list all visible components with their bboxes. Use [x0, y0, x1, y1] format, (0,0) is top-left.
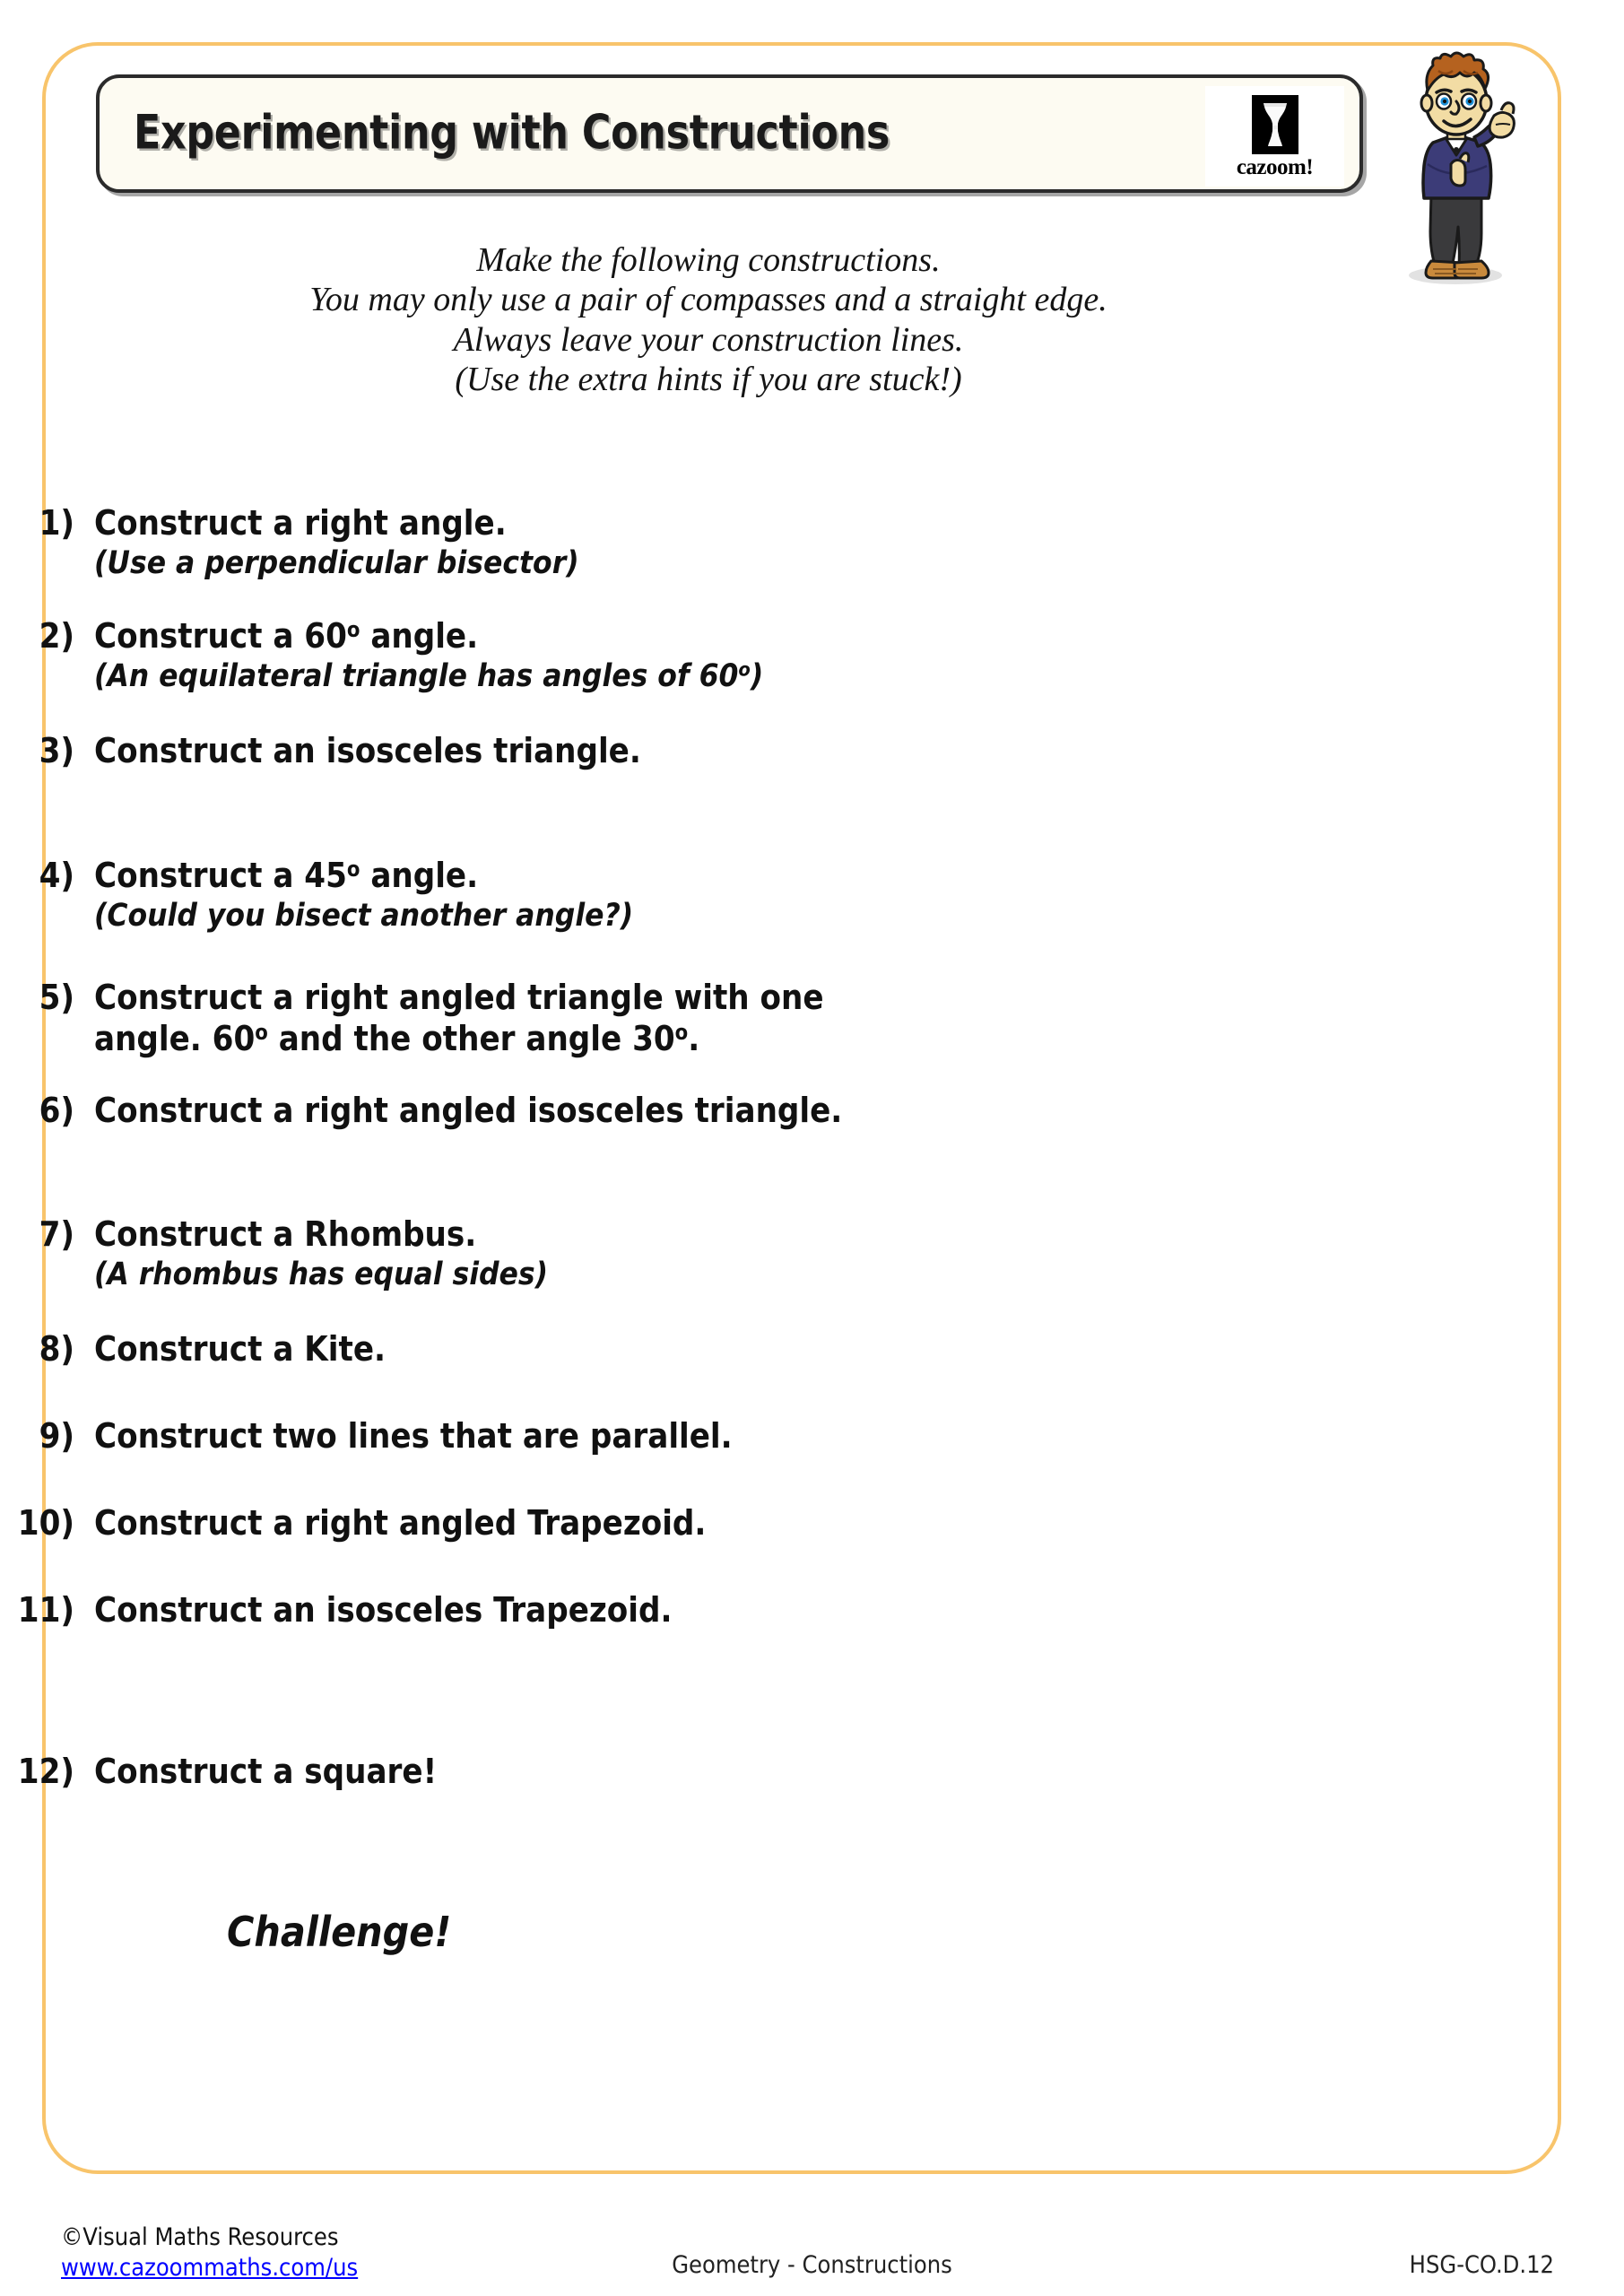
djembe-drum-icon	[1252, 95, 1298, 154]
degree-symbol: o	[674, 1019, 689, 1045]
line2-mid: and the other angle 30	[267, 1019, 675, 1058]
question-hint: (Could you bisect another angle?)	[94, 898, 634, 934]
question-text-line2	[94, 1018, 824, 1059]
cazoom-wordmark: cazoom!	[1236, 154, 1314, 179]
copyright-text: ©Visual Maths Resources	[61, 2223, 339, 2251]
question-text: Construct a Rhombus.	[94, 1214, 477, 1254]
question-number: 4)	[39, 856, 74, 895]
question-text: Construct two lines that are parallel.	[94, 1416, 733, 1456]
hint-pre: (An equilateral triangle has angles of 60	[94, 658, 739, 694]
question-number: 8)	[39, 1329, 74, 1369]
question-body	[94, 1328, 386, 1370]
question-text	[94, 855, 633, 896]
question-body	[94, 1090, 842, 1131]
question-text: Construct a Kite.	[94, 1329, 386, 1369]
question-item-10	[0, 1502, 706, 1544]
question-item-3	[0, 730, 641, 771]
question-text-pre: Construct a 45	[94, 856, 347, 895]
question-text	[94, 615, 763, 657]
question-number: 10)	[17, 1503, 74, 1543]
line2-pre: angle. 60	[94, 1019, 256, 1058]
question-number: 11)	[17, 1590, 74, 1630]
question-body	[94, 1589, 672, 1631]
question-text: Construct a right angled triangle with one	[94, 978, 824, 1017]
question-number: 1)	[39, 503, 74, 543]
degree-symbol: o	[255, 1019, 268, 1045]
question-text: Construct an isosceles Trapezoid.	[94, 1590, 673, 1630]
question-text-pre: Construct a 60	[94, 616, 347, 656]
question-body	[94, 615, 763, 696]
degree-symbol: o	[738, 658, 751, 682]
question-text: Construct an isosceles triangle.	[94, 731, 641, 770]
question-body	[94, 1213, 548, 1294]
footer-standard-code: HSG-CO.D.12	[1409, 2251, 1554, 2279]
question-body	[94, 1502, 706, 1544]
instruction-line-1: Make the following constructions.	[476, 241, 941, 279]
question-text: Construct a right angled isosceles triangle.	[94, 1091, 843, 1130]
question-body	[94, 1751, 437, 1792]
question-number: 12)	[17, 1752, 74, 1791]
question-text-post: angle.	[360, 616, 479, 656]
question-hint: (A rhombus has equal sides)	[94, 1257, 549, 1292]
footer-topic: Geometry - Constructions	[672, 2251, 952, 2279]
question-item-8	[0, 1328, 386, 1370]
question-item-4	[0, 855, 633, 935]
question-item-1	[0, 502, 579, 583]
question-number: 5)	[39, 978, 74, 1017]
degree-symbol: o	[346, 856, 360, 882]
question-item-5	[0, 977, 824, 1059]
page-title: Experimenting with Constructions	[134, 105, 890, 161]
cazoom-website-link[interactable]: www.cazoommaths.com/us	[61, 2254, 359, 2282]
question-number: 3)	[39, 731, 74, 770]
instructions-block	[0, 240, 1417, 400]
question-item-7	[0, 1213, 548, 1294]
question-item-6	[0, 1090, 842, 1131]
hint-post: )	[750, 658, 764, 694]
challenge-heading: Challenge!	[227, 1908, 452, 1956]
djembe-drum-shape	[1257, 100, 1293, 149]
question-body	[94, 977, 824, 1059]
cazoom-logo	[1205, 86, 1344, 187]
question-item-9	[0, 1415, 733, 1457]
question-number: 7)	[39, 1214, 74, 1254]
question-body	[94, 730, 641, 771]
question-item-2	[0, 615, 763, 696]
question-item-11	[0, 1589, 672, 1631]
line2-post: .	[688, 1019, 700, 1058]
instruction-line-2: You may only use a pair of compasses and a straight edge.	[309, 281, 1107, 319]
question-number: 2)	[39, 616, 74, 656]
question-number: 9)	[39, 1416, 74, 1456]
question-text: Construct a right angle.	[94, 503, 507, 543]
page-footer	[0, 2222, 1624, 2296]
title-bar	[96, 74, 1363, 193]
question-number: 6)	[39, 1091, 74, 1130]
question-text: Construct a right angled Trapezoid.	[94, 1503, 707, 1543]
question-hint: (Use a perpendicular bisector)	[94, 545, 579, 581]
question-body	[94, 1415, 733, 1457]
question-text-post: angle.	[360, 856, 479, 895]
question-body	[94, 502, 579, 583]
question-hint	[94, 657, 763, 696]
degree-symbol: o	[346, 616, 360, 642]
instruction-line-3: Always leave your construction lines.	[453, 320, 964, 359]
question-item-12	[0, 1751, 437, 1792]
question-body	[94, 855, 633, 935]
question-text: Construct a square!	[94, 1752, 438, 1791]
instruction-line-4: (Use the extra hints if you are stuck!)	[455, 361, 962, 399]
